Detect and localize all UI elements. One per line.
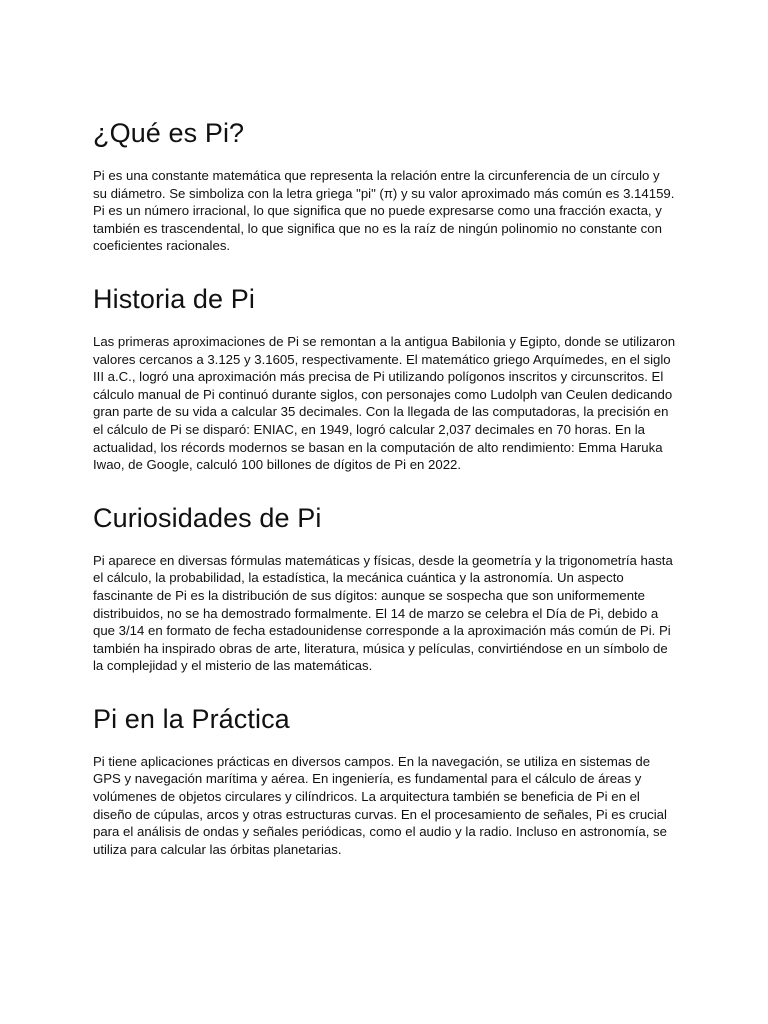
section-paragraph: Pi tiene aplicaciones prácticas en diversos campos. En la navegación, se utiliza en sistemas de GPS y navegación marítima y aérea. En ingeniería, es fundamental para el cálculo de áreas y volúmenes de objetos circulares y cilíndricos. La arquitectura también se beneficia de Pi en el diseño de cúpulas, arcos y otras estructuras curvas. En el procesamiento de señales, Pi es crucial para el análisis de ondas y señales periódicas, como el audio y la radio. Incluso en astronomía, se utiliza para calcular las órbitas planetarias. (93, 753, 667, 857)
section-heading: ¿Qué es Pi? (93, 118, 245, 148)
section-curiosidades-de-pi (93, 500, 676, 675)
section-paragraph: Pi aparece en diversas fórmulas matemáticas y físicas, desde la geometría y la trigonometría hasta el cálculo, la probabilidad, la estadística, la mecánica cuántica y la astronomía. Un aspecto fascinante de Pi es la distribución de sus dígitos: aunque se sospecha que son uniformemente distribuidos, no se ha demostrado formalmente. El 14 de marzo se celebra el Día de Pi, debido a que 3/14 en formato de fecha estadounidense corresponde a la aproximación más común de Pi. Pi también ha inspirado obras de arte, literatura, música y películas, convirtiéndose en un símbolo de la complejidad y el misterio de las matemáticas. (93, 552, 673, 674)
section-historia-de-pi (93, 281, 676, 474)
section-heading: Curiosidades de Pi (93, 502, 322, 533)
section-pi-en-la-practica (93, 701, 676, 859)
section-que-es-pi (93, 115, 676, 255)
section-paragraph: Pi es una constante matemática que representa la relación entre la circunferencia de un círculo y su diámetro. Se simboliza con la letra griega "pi" (π) y su valor aproximado más común es 3.14159. Pi es un número irracional, lo que significa que no puede expresarse como una fracción exacta, y también es trascendental, lo que significa que no es la raíz de ningún polinomio no constante con coeficientes racionales. (93, 168, 675, 254)
section-heading: Pi en la Práctica (93, 703, 290, 734)
section-heading: Historia de Pi (93, 283, 255, 314)
section-paragraph: Las primeras aproximaciones de Pi se remontan a la antigua Babilonia y Egipto, donde se utilizaron valores cercanos a 3.125 y 3.1605, respectivamente. El matemático griego Arquímedes, en el siglo III a.C., logró una aproximación más precisa de Pi utilizando polígonos inscritos y circunscritos. El cálculo manual de Pi continuó durante siglos, con personajes como Ludolph van Ceulen dedicando gran parte de su vida a calcular 35 decimales. Con la llegada de las computadoras, la precisión en el cálculo de Pi se disparó: ENIAC, en 1949, logró calcular 2,037 decimales en 70 horas. En la actualidad, los récords modernos se basan en la computación de alto rendimiento: Emma Haruka Iwao, de Google, calculó 100 billones de dígitos de Pi en 2022. (93, 333, 676, 473)
